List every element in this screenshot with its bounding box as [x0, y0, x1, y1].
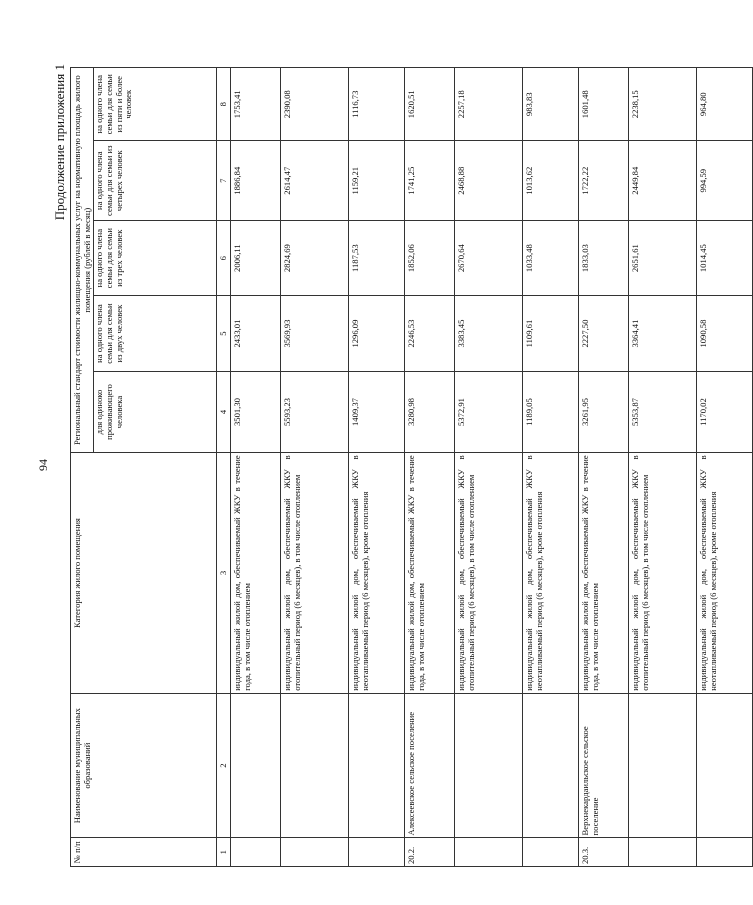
standard-value: 5372,91: [454, 371, 522, 453]
standard-value: 983,83: [522, 68, 578, 141]
row-num: [454, 838, 522, 867]
col-index: 4: [217, 371, 230, 453]
header-sub-5: на одного члена семьи для семьи из пяти и более человек: [94, 68, 217, 141]
municipality-name: [696, 693, 752, 838]
standard-value: 1014,45: [696, 220, 752, 295]
table-row: [696, 68, 752, 867]
housing-category: индивидуальный жилой дом, обеспечиваемый ЖКУ в неотапливаемый период (6 месяцев), кроме отопления: [522, 453, 578, 693]
standard-value: 2006,11: [230, 220, 280, 295]
standard-value: 1116,73: [348, 68, 404, 141]
housing-category: индивидуальный жилой дом, обеспечиваемый ЖКУ в отопительный период (6 месяцев), в том числе отоплением: [454, 453, 522, 693]
housing-category: индивидуальный жилой дом, обеспечиваемый ЖКУ в неотапливаемый период (6 месяцев), кроме отопления: [696, 453, 752, 693]
standard-value: 2433,01: [230, 296, 280, 371]
standard-value: 2246,53: [404, 296, 454, 371]
standard-value: 2257,18: [454, 68, 522, 141]
col-index: 5: [217, 296, 230, 371]
standard-value: 2468,88: [454, 141, 522, 220]
municipality-name: [280, 693, 348, 838]
municipality-name: [348, 693, 404, 838]
standard-value: 3569,93: [280, 296, 348, 371]
standard-value: 1601,48: [578, 68, 628, 141]
header-standard: Региональный стандарт стоимости жилищно-коммунальных услуг на нормативную площадь жилого помещения (рублей в месяц): [71, 68, 94, 453]
standard-value: 2651,61: [628, 220, 696, 295]
row-num: 20.2.: [404, 838, 454, 867]
standard-value: 1013,62: [522, 141, 578, 220]
standard-value: 3501,30: [230, 371, 280, 453]
header-sub-3: на одного члена семьи для семьи из трех человек: [94, 220, 217, 295]
municipality-name: Алексеевское сельское поселение: [404, 693, 454, 838]
standard-value: 3364,41: [628, 296, 696, 371]
standard-value: 2614,47: [280, 141, 348, 220]
standard-value: 1409,37: [348, 371, 404, 453]
table-row: [280, 68, 348, 867]
table-body: [230, 68, 752, 867]
standard-value: 1886,84: [230, 141, 280, 220]
standard-value: 964,80: [696, 68, 752, 141]
standard-value: 2390,08: [280, 68, 348, 141]
housing-category: индивидуальный жилой дом, обеспечиваемый ЖКУ в течение года, в том числе отоплением: [230, 453, 280, 693]
housing-category: индивидуальный жилой дом, обеспечиваемый ЖКУ в течение года, в том числе отоплением: [404, 453, 454, 693]
header-num: № п/п: [71, 838, 217, 867]
standard-value: 3280,98: [404, 371, 454, 453]
municipality-name: Верхнекардаильское сельское поселение: [578, 693, 628, 838]
row-num: [280, 838, 348, 867]
standard-value: 1170,02: [696, 371, 752, 453]
standard-value: 2670,64: [454, 220, 522, 295]
municipality-name: [628, 693, 696, 838]
standard-value: 1620,51: [404, 68, 454, 141]
table-row: [348, 68, 404, 867]
standard-value: 1187,53: [348, 220, 404, 295]
standard-value: 3383,45: [454, 296, 522, 371]
row-num: 20.3.: [578, 838, 628, 867]
standard-value: 1722,22: [578, 141, 628, 220]
row-num: [522, 838, 578, 867]
standard-value: 3261,95: [578, 371, 628, 453]
col-index: 7: [217, 141, 230, 220]
standard-value: 1852,06: [404, 220, 454, 295]
header-sub-2: на одного члена семьи для семьи из двух человек: [94, 296, 217, 371]
col-index: 6: [217, 220, 230, 295]
housing-category: индивидуальный жилой дом, обеспечиваемый ЖКУ в неотапливаемый период (6 месяцев), кроме отопления: [348, 453, 404, 693]
standards-table: [70, 67, 753, 867]
standard-value: 1741,25: [404, 141, 454, 220]
standard-value: 1090,58: [696, 296, 752, 371]
table-row: [404, 68, 454, 867]
table-row: [230, 68, 280, 867]
row-num: [696, 838, 752, 867]
housing-category: индивидуальный жилой дом, обеспечиваемый ЖКУ в отопительный период (6 месяцев), в том числе отоплением: [628, 453, 696, 693]
standard-value: 5353,87: [628, 371, 696, 453]
municipality-name: [522, 693, 578, 838]
page-number: 94: [36, 459, 50, 471]
row-num: [628, 838, 696, 867]
standard-value: 2238,15: [628, 68, 696, 141]
column-index-row: [217, 68, 230, 867]
table-row: [454, 68, 522, 867]
housing-category: индивидуальный жилой дом, обеспечиваемый ЖКУ в течение года, в том числе отоплением: [578, 453, 628, 693]
housing-category: индивидуальный жилой дом, обеспечиваемый ЖКУ в отопительный период (6 месяцев), в том числе отоплением: [280, 453, 348, 693]
header-category: Категория жилого помещения: [71, 453, 217, 693]
col-index: 1: [217, 838, 230, 867]
standard-value: 2449,84: [628, 141, 696, 220]
row-num: [348, 838, 404, 867]
table-row: [628, 68, 696, 867]
standard-value: 2227,50: [578, 296, 628, 371]
header-name: Наименование муниципальных образований: [71, 693, 217, 838]
table-row: [522, 68, 578, 867]
standard-value: 1109,61: [522, 296, 578, 371]
standard-value: 1753,41: [230, 68, 280, 141]
col-index: 2: [217, 693, 230, 838]
standard-value: 1296,09: [348, 296, 404, 371]
standard-value: 994,59: [696, 141, 752, 220]
standard-value: 1189,05: [522, 371, 578, 453]
standard-value: 1033,48: [522, 220, 578, 295]
header-sub-4: на одного члена семьи для семьи из четырех человек: [94, 141, 217, 220]
standard-value: 1159,21: [348, 141, 404, 220]
row-num: [230, 838, 280, 867]
standard-value: 5593,23: [280, 371, 348, 453]
col-index: 8: [217, 68, 230, 141]
standard-value: 1833,03: [578, 220, 628, 295]
table-row: [578, 68, 628, 867]
municipality-name: [454, 693, 522, 838]
standard-value: 2824,69: [280, 220, 348, 295]
header-sub-1: для одиноко проживающего человека: [94, 371, 217, 453]
municipality-name: [230, 693, 280, 838]
appendix-title: Продолжение приложения 1: [52, 64, 67, 221]
col-index: 3: [217, 453, 230, 693]
